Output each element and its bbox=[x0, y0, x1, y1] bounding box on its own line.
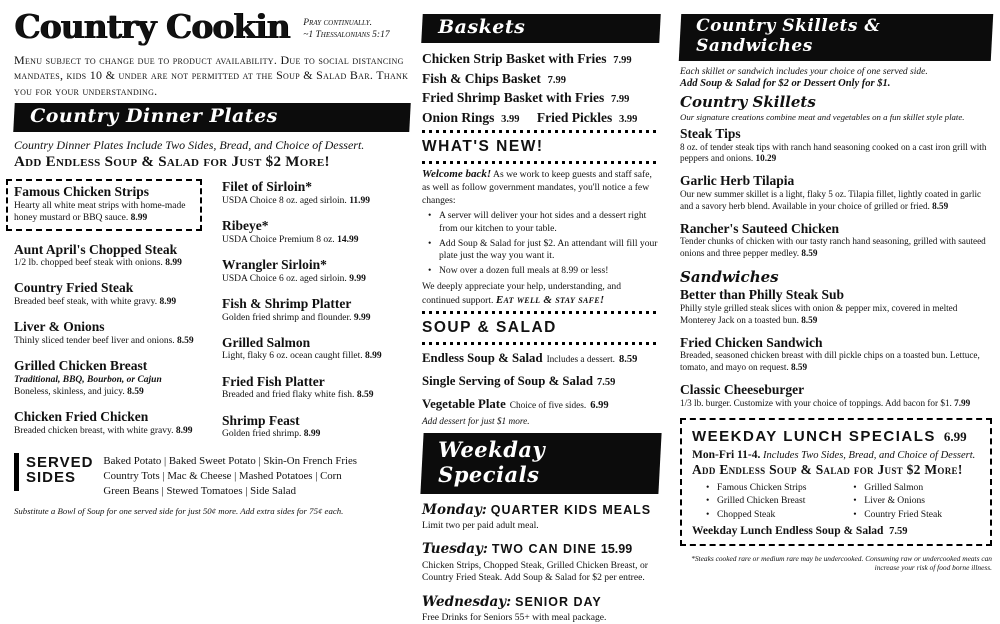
item-price: 9.99 bbox=[353, 312, 371, 323]
menu-item-garlic-herb-tilapia bbox=[680, 173, 992, 212]
lunch-hours-note: Includes Two Sides, Bread, and Choice of Dessert. bbox=[762, 449, 976, 461]
menu-item-steak-tips bbox=[680, 126, 992, 165]
item-desc bbox=[680, 350, 992, 374]
item-desc bbox=[680, 189, 992, 213]
dotted-divider bbox=[422, 161, 660, 164]
sides-bar-rule bbox=[14, 453, 19, 491]
soup-salad-title: SOUP & SALAD bbox=[422, 318, 557, 336]
lunch-item: • Famous Chicken Strips bbox=[706, 481, 853, 495]
item-name: Fish & Shrimp Platter bbox=[222, 296, 352, 311]
item-desc-text: Breaded, seasoned chicken breast with dill pickle chips on a toasted bun. Lettuce, tomato, and mayo on request. bbox=[680, 350, 980, 373]
steak-disclaimer: *Steaks cooked rare or medium rare may be undercooked. Consuming raw or undercooked meats can increase your risk of food borne illness. bbox=[691, 554, 992, 573]
skillets-sandwiches-banner bbox=[679, 14, 993, 61]
item-desc-text: USDA Choice Premium 8 oz. bbox=[222, 234, 335, 245]
item-name: Endless Soup & Salad bbox=[422, 350, 543, 365]
special-title: SENIOR DAY bbox=[515, 594, 602, 609]
availability-notice: Menu subject to change due to product availability. Due to social distancing mandates, kids 10 & under are not permitted at the Soup & Salad Bar. Thank you for your understanding. bbox=[14, 52, 409, 98]
whats-new-intro bbox=[422, 167, 660, 207]
item-desc-text: USDA Choice 6 oz. aged sirloin. bbox=[222, 273, 347, 284]
day-line bbox=[422, 539, 660, 558]
item-desc bbox=[14, 296, 202, 308]
item-note: Traditional, BBQ, Bourbon, or Cajun bbox=[14, 374, 162, 385]
item-desc-text: 1/2 lb. chopped beef steak with onions. bbox=[14, 258, 163, 269]
item-desc-text: Breaded chicken breast, with white gravy. bbox=[14, 425, 174, 436]
basket-pair bbox=[422, 108, 660, 128]
menu-item-chopped-steak bbox=[14, 242, 202, 270]
item-desc bbox=[222, 389, 410, 401]
lunch-item: • Grilled Salmon bbox=[853, 481, 980, 495]
item-name: Fried Chicken Sandwich bbox=[680, 334, 823, 350]
item-price: 3.99 bbox=[619, 113, 638, 125]
item-desc-text: Golden fried shrimp and flounder. bbox=[222, 312, 352, 323]
item-name: Country Fried Steak bbox=[14, 280, 134, 296]
lunch-endless-soup-salad bbox=[692, 525, 980, 537]
menu-item-fish-shrimp-platter bbox=[222, 296, 410, 324]
menu-item-chicken-fried-chicken bbox=[14, 409, 202, 437]
item-desc-text: USDA Choice 8 oz. aged sirloin. bbox=[222, 195, 347, 206]
soup-salad-item bbox=[422, 371, 660, 391]
item-price: 8.59 bbox=[932, 200, 949, 211]
item-price: 9.99 bbox=[349, 273, 366, 284]
item-desc bbox=[14, 335, 202, 347]
dotted-divider bbox=[422, 311, 660, 314]
middle-column bbox=[422, 10, 660, 623]
brand-logo: Country Cookin bbox=[14, 7, 290, 46]
weekday-specials-banner-label: Weekday Specials bbox=[438, 436, 546, 487]
lunch-item: • Country Fried Steak bbox=[853, 508, 980, 522]
item-name: Fish & Chips Basket bbox=[422, 70, 541, 86]
menu-item-wrangler-sirloin bbox=[222, 257, 410, 285]
item-price: 6.99 bbox=[590, 399, 609, 411]
item-name: Fried Fish Platter bbox=[222, 373, 325, 389]
item-name: Single Serving of Soup & Salad bbox=[422, 373, 594, 388]
whats-new-outro bbox=[422, 281, 660, 308]
prayer-text bbox=[303, 18, 389, 42]
lunch-box-col2 bbox=[853, 481, 980, 523]
dinner-items-grid bbox=[14, 179, 410, 451]
item-name: Onion Rings bbox=[422, 109, 495, 125]
whats-new-bullet: • Now over a dozen full meals at 8.99 or less! bbox=[428, 265, 660, 278]
menu-item-filet-of-sirloin bbox=[222, 179, 410, 207]
item-desc bbox=[222, 234, 410, 246]
basket-item bbox=[422, 88, 660, 108]
prayer-line1: Pray continually. bbox=[303, 18, 373, 28]
skillets-subtext: Our signature creations combine meat and vegetables on a fun skillet style plate. bbox=[680, 112, 965, 122]
item-price: 8.99 bbox=[159, 297, 177, 307]
menu-item-philly-steak-sub bbox=[680, 287, 992, 326]
welcome-back-lead: Welcome back! bbox=[422, 168, 492, 181]
menu-item-ribeye bbox=[222, 218, 410, 246]
skillets-sandwiches-banner-label: Country Skillets & Sandwiches bbox=[696, 16, 881, 56]
item-desc bbox=[222, 350, 410, 362]
whats-new-outro-text: We deeply appreciate your help, understanding, and continued support. bbox=[422, 280, 622, 307]
soup-salad-item bbox=[422, 348, 660, 368]
item-desc bbox=[14, 386, 202, 398]
soup-salad-item bbox=[422, 394, 660, 414]
item-desc bbox=[222, 195, 410, 207]
menu-item-fried-fish-platter bbox=[222, 374, 410, 402]
item-name: Grilled Salmon bbox=[222, 334, 311, 350]
sandwiches-heading: Sandwiches bbox=[680, 268, 779, 287]
item-name: Steak Tips bbox=[680, 126, 741, 141]
left-column bbox=[14, 7, 410, 601]
item-name: Garlic Herb Tilapia bbox=[680, 173, 795, 189]
eat-well-emphasis: Eat well & stay safe! bbox=[495, 294, 605, 307]
menu-item-classic-cheeseburger bbox=[680, 382, 992, 409]
item-price: 8.59 bbox=[127, 387, 144, 398]
item-desc bbox=[222, 428, 410, 440]
day-line bbox=[422, 592, 660, 611]
item-desc bbox=[680, 236, 992, 260]
item-desc bbox=[222, 312, 410, 324]
day-line bbox=[422, 500, 660, 519]
special-monday bbox=[422, 500, 660, 533]
baskets-banner bbox=[421, 14, 661, 43]
sides-line1: Baked Potato | Baked Sweet Potato | Skin-On French Fries bbox=[103, 455, 357, 468]
item-price: 8.59 bbox=[356, 390, 374, 401]
item-price: 3.99 bbox=[501, 113, 520, 125]
item-name: Fried Pickles bbox=[536, 109, 613, 125]
item-name: Filet of Sirloin* bbox=[222, 179, 312, 195]
whats-new-title: WHAT'S NEW! bbox=[422, 138, 544, 156]
served-sides-list bbox=[103, 453, 357, 498]
item-desc bbox=[14, 200, 194, 225]
menu-item-country-fried-steak bbox=[14, 280, 202, 308]
served-sides-label-line1: SERVED bbox=[26, 454, 94, 472]
lunch-box-title: WEEKDAY LUNCH SPECIALS bbox=[692, 427, 936, 445]
brand-header bbox=[14, 7, 410, 46]
menu-item-ranchers-sauteed-chicken bbox=[680, 221, 992, 260]
lunch-box-price: 6.99 bbox=[943, 428, 967, 444]
day-name: Wednesday: bbox=[422, 593, 512, 610]
item-name: Weekday Lunch Endless Soup & Salad bbox=[692, 525, 884, 538]
day-name: Tuesday: bbox=[422, 541, 488, 558]
item-name: Famous Chicken Strips bbox=[14, 184, 150, 200]
weekday-lunch-specials-box bbox=[680, 418, 992, 547]
item-desc bbox=[680, 142, 992, 166]
special-title: TWO CAN DINE bbox=[491, 542, 597, 557]
served-sides-label-line2: SIDES bbox=[26, 469, 77, 487]
item-desc-text: 1/3 lb. burger. Customize with your choice of toppings. Add bacon for $1. bbox=[680, 397, 952, 408]
sides-line2: Country Tots | Mac & Cheese | Mashed Potatoes | Corn bbox=[103, 470, 342, 482]
item-price: 8.59 bbox=[791, 362, 808, 373]
menu-item-fried-chicken-sandwich bbox=[680, 335, 992, 374]
dinner-subtitle: Country Dinner Plates Include Two Sides, Bread, and Choice of Dessert. bbox=[14, 138, 365, 153]
item-note: Includes a dessert. bbox=[546, 354, 615, 365]
item-desc bbox=[14, 257, 202, 269]
special-wednesday bbox=[422, 592, 660, 624]
special-desc: Limit two per paid adult meal. bbox=[422, 520, 539, 531]
item-price: 7.99 bbox=[611, 94, 630, 106]
item-price: 7.99 bbox=[613, 55, 632, 66]
basket-item bbox=[422, 49, 660, 69]
whats-new-bullets bbox=[428, 210, 660, 277]
dinner-promo: Add Endless Soup & Salad for Just $2 More! bbox=[14, 154, 330, 171]
item-price: 7.99 bbox=[547, 74, 567, 86]
item-desc-text: Light, flaky 6 oz. ocean caught fillet. bbox=[222, 351, 363, 362]
menu-item-grilled-chicken-breast bbox=[14, 358, 202, 398]
item-desc-text: Philly style grilled steak slices with onion & pepper mix, covered in melted Monterey Jack on a toasted bun. bbox=[680, 302, 958, 325]
weekday-specials-banner bbox=[420, 433, 661, 494]
sides-line3: Green Beans | Stewed Tomatoes | Side Salad bbox=[103, 484, 296, 497]
item-price: 7.99 bbox=[954, 397, 971, 408]
item-name: Chicken Strip Basket with Fries bbox=[422, 51, 607, 66]
item-price: 7.59 bbox=[889, 526, 908, 538]
lunch-hours-range: Mon-Fri 11-4. bbox=[692, 448, 761, 461]
lunch-box-columns bbox=[692, 481, 980, 523]
item-price: 8.99 bbox=[364, 351, 382, 362]
item-desc-text: Hearty all white meat strips with home-made honey mustard or BBQ sauce. bbox=[14, 200, 186, 224]
whats-new-bullet: • A server will deliver your hot sides and a dessert right from our kitchen to your table. bbox=[428, 210, 660, 235]
sides-footnote: Substitute a Bowl of Soup for one served side for just 50¢ more. Add extra sides for 75¢ each. bbox=[14, 506, 344, 517]
item-desc-text: Breaded beef steak, with white gravy. bbox=[14, 297, 158, 307]
soup-salad-footnote: Add dessert for just $1 more. bbox=[422, 416, 530, 427]
dinner-plates-banner-label: Country Dinner Plates bbox=[30, 105, 278, 128]
item-price: 8.59 bbox=[801, 248, 818, 259]
item-desc-text: Boneless, skinless, and juicy. bbox=[14, 387, 125, 398]
served-sides-label bbox=[26, 453, 93, 485]
special-price: 15.99 bbox=[600, 542, 633, 557]
item-price: 8.59 bbox=[177, 335, 194, 346]
item-price: 8.59 bbox=[618, 353, 638, 365]
lunch-item: • Chopped Steak bbox=[706, 508, 853, 522]
item-desc-text: 8 oz. of tender steak tips with ranch hand seasoning cooked on a cast iron grill with peppers and onions. bbox=[680, 141, 987, 164]
item-name: Classic Cheeseburger bbox=[680, 382, 805, 398]
item-desc-text: Tender chunks of chicken with our tasty ranch hand seasoning, grilled with sauteed onions and three pepper medley. bbox=[680, 236, 986, 259]
item-desc bbox=[680, 398, 992, 410]
whats-new-bullet: • Add Soup & Salad for just $2. An attendant will fill your plate just the way you want it. bbox=[428, 238, 660, 263]
item-price: 8.99 bbox=[303, 429, 321, 440]
lunch-box-promo: Add Endless Soup & Salad for Just $2 More! bbox=[692, 461, 963, 477]
lunch-box-col1 bbox=[692, 481, 853, 523]
lunch-item: • Grilled Chicken Breast bbox=[706, 494, 853, 508]
item-name: Vegetable Plate bbox=[422, 396, 506, 411]
skillets-addon-note: Add Soup & Salad for $2 or Dessert Only for $1. bbox=[680, 78, 891, 89]
item-desc bbox=[222, 273, 410, 285]
item-name: Shrimp Feast bbox=[222, 412, 300, 428]
item-desc-text: Thinly sliced tender beef liver and onions. bbox=[14, 335, 175, 346]
prayer-line2: ~1 Thessalonians 5:17 bbox=[303, 29, 390, 40]
item-name: Wrangler Sirloin* bbox=[222, 257, 327, 273]
item-name: Ribeye* bbox=[222, 218, 269, 234]
item-name: Chicken Fried Chicken bbox=[14, 409, 149, 425]
menu-item-liver-onions bbox=[14, 319, 202, 347]
special-desc: Chicken Strips, Chopped Steak, Grilled Chicken Breast, or Country Fried Steak. Add Soup & Salad for $2 per entree. bbox=[422, 559, 648, 584]
served-sides-section bbox=[14, 453, 410, 498]
right-column bbox=[680, 10, 992, 601]
day-name: Monday: bbox=[422, 501, 487, 518]
menu-item-shrimp-feast bbox=[222, 413, 410, 441]
dinner-items-col2 bbox=[222, 179, 410, 451]
basket-item bbox=[422, 69, 660, 89]
menu-item-famous-chicken-strips bbox=[6, 179, 202, 230]
item-desc-text: Golden fried shrimp. bbox=[222, 429, 302, 440]
dinner-items-col1 bbox=[14, 179, 202, 451]
item-desc bbox=[14, 425, 202, 437]
lunch-box-title-row bbox=[692, 426, 980, 447]
item-desc-text: Our new summer skillet is a light, flaky 5 oz. Tilapia fillet, lightly coated in garlic and a savory herb blend. Available in your choice of grilled or fried. bbox=[680, 188, 982, 211]
item-price: 10.29 bbox=[755, 153, 777, 164]
item-name: Liver & Onions bbox=[14, 319, 105, 335]
item-name: Rancher's Sauteed Chicken bbox=[680, 220, 840, 236]
item-price: 8.59 bbox=[801, 314, 818, 325]
baskets-banner-label: Baskets bbox=[438, 16, 526, 38]
country-skillets-heading: Country Skillets bbox=[680, 93, 816, 111]
menu-item-grilled-salmon bbox=[222, 335, 410, 363]
skillets-intro: Each skillet or sandwich includes your choice of one served side. bbox=[680, 67, 928, 77]
item-name: Grilled Chicken Breast bbox=[14, 358, 148, 374]
lunch-box-hours bbox=[692, 449, 980, 461]
dotted-divider bbox=[422, 342, 660, 345]
item-desc bbox=[680, 303, 992, 327]
special-title: QUARTER KIDS MEALS bbox=[490, 502, 652, 517]
item-name: Aunt April's Chopped Steak bbox=[14, 241, 178, 257]
item-name: Fried Shrimp Basket with Fries bbox=[422, 90, 605, 106]
item-price: 14.99 bbox=[337, 234, 359, 245]
item-note: Choice of five sides. bbox=[509, 400, 587, 411]
dotted-divider bbox=[422, 130, 660, 133]
item-price: 7.59 bbox=[597, 376, 616, 388]
item-price: 8.99 bbox=[175, 425, 193, 436]
dinner-plates-banner bbox=[13, 103, 411, 132]
item-price: 11.99 bbox=[349, 195, 371, 206]
item-desc-text: Breaded and fried flaky white fish. bbox=[222, 390, 355, 401]
lunch-item: • Liver & Onions bbox=[853, 494, 980, 508]
item-name: Better than Philly Steak Sub bbox=[680, 287, 845, 303]
whats-new-intro-text: As we work to keep guests and staff safe, as well as follow government mandates, you'll notice a few changes: bbox=[422, 169, 652, 206]
item-price: 8.99 bbox=[165, 258, 182, 269]
item-price: 8.99 bbox=[130, 213, 148, 224]
special-tuesday bbox=[422, 539, 660, 584]
special-desc: Free Drinks for Seniors 55+ with meal package. bbox=[422, 611, 607, 623]
